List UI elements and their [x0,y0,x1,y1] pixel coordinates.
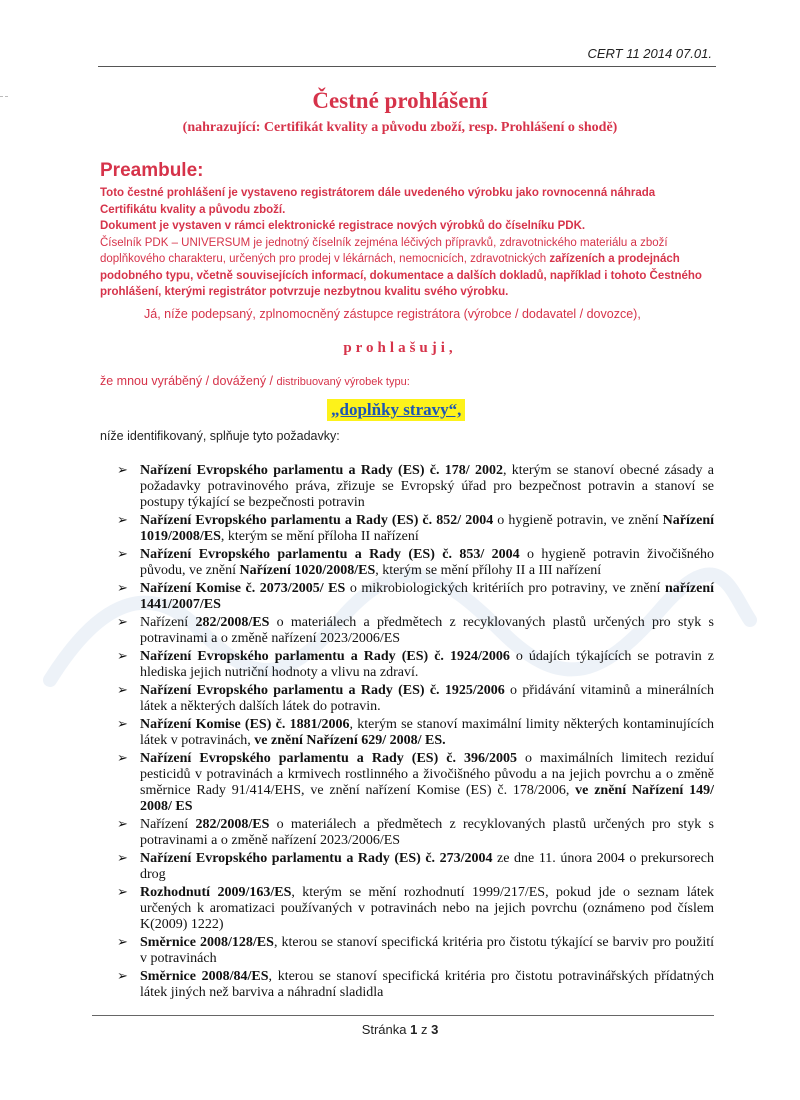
requirements-intro: níže identifikovaný, splňuje tyto požadavky: [100,429,340,443]
regulation-text-t1: , kterým se mění rozhodnutí 1999/217/ES, pokud jde o seznam látek určených k aromatizaci používaných v potravinách nebo na jejich povrchu (oznámeno pod číslem K(2009) 1222) [140,885,714,932]
preamble-heading: Preambule: [100,160,204,181]
regulation-text-t1: , kterou se stanoví specifická kritéria pro čistotu týkající se barviv pro použití v potravinách [140,935,714,966]
regulation-text-t2: , kterým se mění přílohy II a III nařízení [375,563,602,578]
declarant-statement: Já, níže podepsaný, zplnomocněný zástupce registrátora (výrobce / dodavatel / dovozce), [144,307,641,321]
regulation-text-t1: o maximálních limitech reziduí pesticidů v potravinách a krmivech rostlinného a živočišného původu a na jejich povrchu a o změně směrnice Rady 91/414/EHS, ve znění nařízení Komise (ES) č. 178/2006, [140,751,714,798]
regulation-bold-b2: Nařízení 1019/2008/ES [140,513,714,544]
regulation-text-t1: , kterým se stanoví obecné zásady a požadavky potravinového práva, zřizuje se Evropský úřad pro bezpečnost potravin a stanoví se postupy týkající se bezpečnosti potravin [140,463,714,510]
regulation-text-t1: Nařízení [140,615,196,630]
regulation-text-t1: , kterým se stanoví maximální limity některých kontaminujících látek v potravinách, [140,717,714,748]
regulation-bold-b2: ve znění Nařízení 629/ 2008/ ES. [254,733,446,748]
arrow-bullet-icon: ➢ [117,463,128,478]
arrow-bullet-icon: ➢ [117,649,128,664]
page-number [0,1022,800,1037]
regulation-item [117,969,714,1001]
arrow-bullet-icon: ➢ [117,547,128,562]
regulation-item [117,649,714,681]
regulation-text-t1: o hygieně potravin, ve znění [493,513,663,528]
page-label: Stránka [361,1022,411,1037]
arrow-bullet-icon: ➢ [117,581,128,596]
page-of: z [417,1022,432,1037]
product-line [100,374,410,388]
preamble-paragraph-3 [100,235,715,301]
arrow-bullet-icon: ➢ [117,885,128,900]
preamble-body [100,185,715,301]
regulation-bold-b1: Nařízení Evropského parlamentu a Rady (ES) č. 1925/2006 [140,683,505,698]
regulation-item [117,547,714,579]
regulation-bold-b1: Nařízení Evropského parlamentu a Rady (ES) č. 273/2004 [140,851,493,866]
regulation-bold-b1: Směrnice 2008/128/ES [140,935,274,950]
product-type-highlight: „doplňky stravy“, [327,399,465,421]
page-total: 3 [431,1022,439,1037]
regulation-bold-b1: Směrnice 2008/84/ES [140,969,269,984]
page-current: 1 [410,1022,418,1037]
regulation-bold-b1: Nařízení Komise (ES) č. 1881/2006 [140,717,350,732]
page-subtitle: (nahrazující: Certifikát kvality a původu zboží, resp. Prohlášení o shodě) [182,120,618,135]
preamble-paragraph-3-light: Číselník PDK – UNIVERSUM je jednotný číselník zejména léčivých přípravků, zdravotnického materiálu a zboží doplňkového charakteru, určených pro prodej v lékárnách, nemocnicích, zdravotnických [100,236,668,265]
regulation-text-t2: , kterým se mění příloha II nařízení [220,529,419,544]
regulation-text-t1: , kterou se stanoví specifická kritéria pro čistotu potravinářských přídatných látek jiných než barviva a náhradní sladidla [140,969,715,1000]
regulation-bold-b2: Nařízení 1020/2008/ES [239,563,376,578]
arrow-bullet-icon: ➢ [117,751,128,766]
arrow-bullet-icon: ➢ [117,717,128,732]
regulation-text-t2: o materiálech a předmětech z recyklovaných plastů určených pro styk s potravinami a o změně nařízení 2023/2006/ES [140,615,714,646]
regulation-item [117,717,714,749]
preamble-paragraph-3-bold: zařízeních a prodejnách podobného typu, včetně souvisejících informací, dokumentace a dalších dokladů, například i tohoto Čestného prohlášení, kterými registrátor potvrzuje nezbytnou kvalitu svého výrobku. [100,253,702,298]
regulation-text-t1: Nařízení [140,817,196,832]
regulation-bold-b1: Nařízení Evropského parlamentu a Rady (ES) č. 853/ 2004 [140,547,520,562]
product-line-prefix: že mnou vyráběný / dovážený / [100,374,277,388]
arrow-bullet-icon: ➢ [117,683,128,698]
regulation-bold-b1: Nařízení Evropského parlamentu a Rady (ES) č. 852/ 2004 [140,513,494,528]
regulation-item [117,935,714,967]
document-code: CERT 11 2014 07.01. [587,46,712,61]
regulation-text-t1: o přidávání vitaminů a minerálních látek a některých dalších látek do potravin. [140,683,715,714]
arrow-bullet-icon: ➢ [117,969,128,984]
page-title: Čestné prohlášení [312,88,488,113]
regulation-bold-b1: Nařízení Evropského parlamentu a Rady (ES) č. 178/ 2002 [140,463,503,478]
regulation-bold-b1: Nařízení Komise č. 2073/2005/ ES [140,581,346,596]
regulation-text-t1: o mikrobiologických kritériích pro potraviny, ve znění [345,581,665,596]
arrow-bullet-icon: ➢ [117,513,128,528]
declaration-heading: prohlašuji, [343,340,457,356]
regulation-bold-b2: 282/2008/ES [195,615,270,630]
arrow-bullet-icon: ➢ [117,817,128,832]
footer-divider [92,1015,714,1016]
preamble-paragraph-1: Toto čestné prohlášení je vystaveno registrátorem dále uvedeného výrobku jako rovnocenná náhrada Certifikátu kvality a původu zboží. [100,187,656,216]
arrow-bullet-icon: ➢ [117,851,128,866]
regulation-item [117,851,714,883]
regulation-text-t1: o údajích týkajících se potravin z hlediska jejich nutriční hodnoty a vlivu na zdraví. [140,649,714,680]
regulation-bold-b2: 282/2008/ES [195,817,270,832]
regulations-list [117,463,714,1003]
regulation-bold-b1: Nařízení Evropského parlamentu a Rady (ES) č. 396/2005 [140,751,517,766]
regulation-bold-b2: ve znění Nařízení 149/ 2008/ ES [140,783,714,814]
preamble-paragraph-2: Dokument je vystaven v rámci elektronické registrace nových výrobků do číselníku PDK. [100,220,586,232]
regulation-item [117,463,714,511]
regulation-text-t1: ze dne 11. února 2004 o prekursorech drog [140,851,714,882]
regulation-text-t1: o hygieně potravin živočišného původu, ve znění [140,547,715,578]
regulation-bold-b1: Nařízení Evropského parlamentu a Rady (ES) č. 1924/2006 [140,649,510,664]
arrow-bullet-icon: ➢ [117,615,128,630]
regulation-item [117,581,714,613]
regulation-item [117,615,714,647]
product-line-suffix: distribuovaný výrobek typu: [276,376,410,388]
regulation-bold-b2: nařízení 1441/2007/ES [140,581,714,612]
regulation-item [117,817,714,849]
arrow-bullet-icon: ➢ [117,935,128,950]
regulation-text-t2: o materiálech a předmětech z recyklovaných plastů určených pro styk s potravinami a o změně nařízení 2023/2006/ES [140,817,714,848]
regulation-item [117,885,714,933]
regulation-bold-b1: Rozhodnutí 2009/163/ES [140,885,292,900]
header-divider [98,66,716,67]
regulation-item [117,683,714,715]
regulation-item [117,751,714,815]
regulation-item [117,513,714,545]
